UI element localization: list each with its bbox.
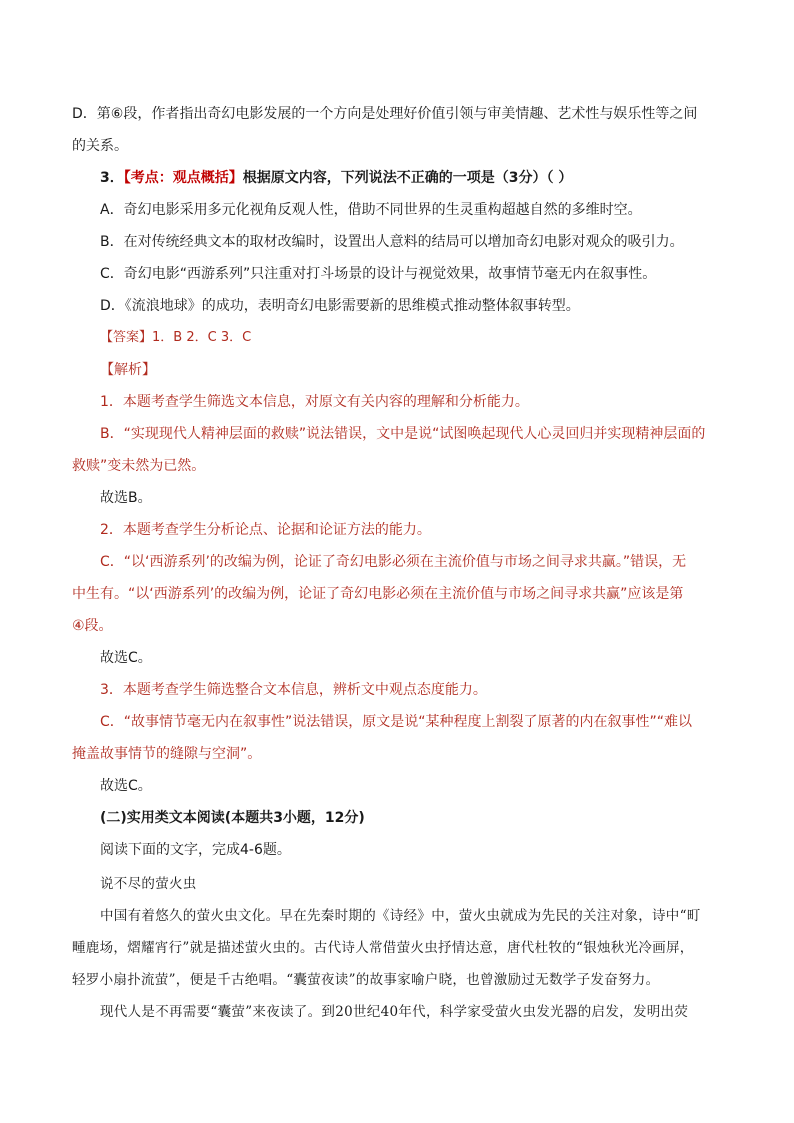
question-3-stem bbox=[100, 168, 572, 188]
analysis-q2-detail-3: ④段。 bbox=[72, 618, 113, 634]
article-para1-line3: 轻罗小扇扑流萤”，便是千古绝唱。“囊萤夜读”的故事家喻户晓，也曾激励过无数学子发奋努力。 bbox=[72, 972, 660, 988]
article-title: 说不尽的萤火虫 bbox=[100, 876, 197, 892]
analysis-q2-detail-2: 中生有。“以‘西游系列’的改编为例，论证了奇幻电影必须在主流价值与市场之间寻求共赢”应该是第 bbox=[72, 586, 684, 602]
option-a: A．奇幻电影采用多元化视角反观人性，借助不同世界的生灵重构超越自然的多维时空。 bbox=[100, 202, 642, 218]
analysis-q1-intro: 1．本题考查学生筛选文本信息，对原文有关内容的理解和分析能力。 bbox=[100, 394, 529, 410]
analysis-q3-intro: 3．本题考查学生筛选整合文本信息，辨析文中观点态度能力。 bbox=[100, 682, 487, 698]
analysis-label: 【解析】 bbox=[100, 362, 156, 378]
analysis-q2-choice: 故选C。 bbox=[100, 650, 152, 666]
article-para1-line2: 畽鹿场，熠耀宵行”就是描述萤火虫的。古代诗人常借萤火虫抒情达意，唐代杜牧的“银烛秋光冷画屏， bbox=[72, 940, 694, 956]
article-para2-line1: 现代人是不再需要“囊萤”来夜读了。到20世纪40年代，科学家受萤火虫发光器的启发，发明出荧 bbox=[100, 1004, 689, 1020]
option-d: D．《流浪地球》的成功，表明奇幻电影需要新的思维模式推动整体叙事转型。 bbox=[100, 298, 580, 314]
option-d-line-1: D．第⑥段，作者指出奇幻电影发展的一个方向是处理好价值引领与审美情趣、艺术性与娱乐性等之间 bbox=[72, 106, 698, 122]
analysis-q3-detail-2: 掩盖故事情节的缝隙与空洞”。 bbox=[72, 746, 262, 762]
answer-line bbox=[100, 328, 251, 348]
analysis-q2-detail-1: C．“以‘西游系列’的改编为例，论证了奇幻电影必须在主流价值与市场之间寻求共赢。”错误，无 bbox=[100, 554, 687, 570]
analysis-q1-detail-2: 救赎”变未然为已然。 bbox=[72, 458, 206, 474]
question-number: 3． bbox=[100, 170, 124, 186]
question-tag: 【考点：观点概括】 bbox=[123, 170, 243, 186]
option-c: C．奇幻电影“西游系列”只注重对打斗场景的设计与视觉效果，故事情节毫无内在叙事性。 bbox=[100, 266, 657, 282]
analysis-q1-choice: 故选B。 bbox=[100, 490, 152, 506]
analysis-q2-intro: 2．本题考查学生分析论点、论据和论证方法的能力。 bbox=[100, 522, 431, 538]
analysis-q1-detail-1: B．“实现现代人精神层面的救赎”说法错误，文中是说“试图唤起现代人心灵回归并实现精神层面的 bbox=[100, 426, 706, 442]
answer-label: 【答案】 bbox=[100, 330, 153, 345]
article-para1-line1: 中国有着悠久的萤火虫文化。早在先秦时期的《诗经》中，萤火虫就成为先民的关注对象，诗中“町 bbox=[100, 908, 701, 924]
option-d-line-2: 的关系。 bbox=[72, 138, 128, 154]
option-b: B．在对传统经典文本的取材改编时，设置出人意料的结局可以增加奇幻电影对观众的吸引力。 bbox=[100, 234, 684, 250]
analysis-q3-detail-1: C．“故事情节毫无内在叙事性”说法错误，原文是说“某种程度上割裂了原著的内在叙事性”“难以 bbox=[100, 714, 693, 730]
section-2-instruction: 阅读下面的文字，完成4-6题。 bbox=[100, 842, 291, 858]
question-stem: 根据原文内容，下列说法不正确的一项是（3分）（ ） bbox=[242, 170, 573, 186]
analysis-q3-choice: 故选C。 bbox=[100, 778, 152, 794]
section-2-heading: (二)实用类文本阅读(本题共3小题，12分) bbox=[100, 810, 365, 826]
answer-text: 1．B 2．C 3．C bbox=[152, 330, 252, 345]
